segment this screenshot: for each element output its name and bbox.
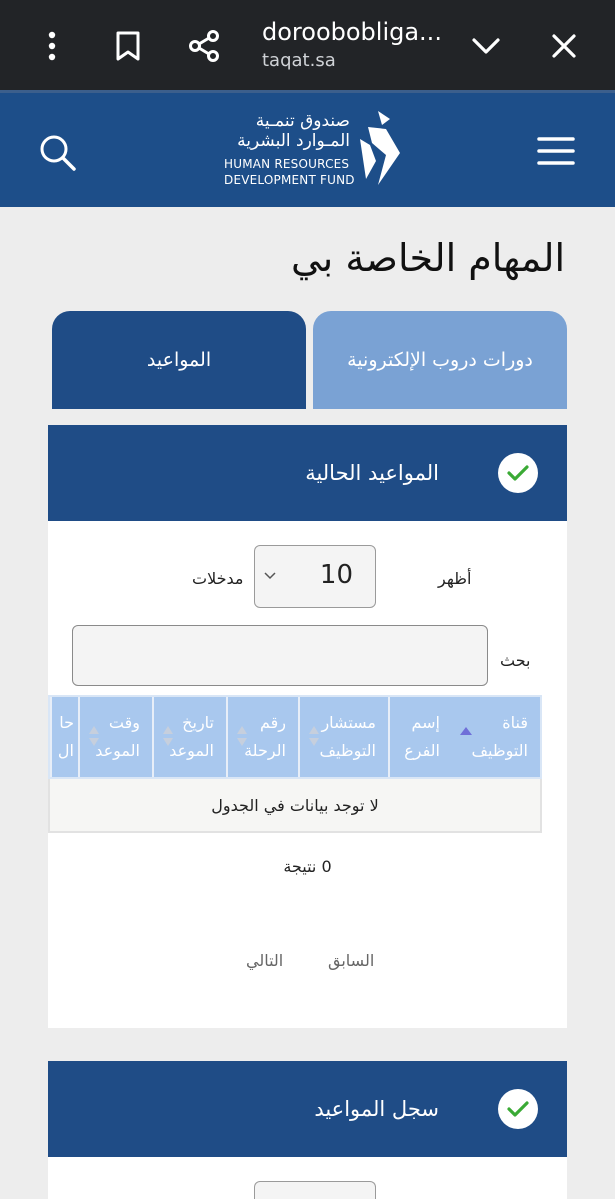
table-empty-row: لا توجد بيانات في الجدول — [48, 779, 542, 833]
panel-title: سجل المواعيد — [314, 1097, 439, 1121]
entries-value: 10 — [319, 560, 353, 590]
appointments-log-header[interactable] — [48, 1061, 567, 1157]
bookmark-icon[interactable] — [104, 22, 152, 70]
entries-per-page-select[interactable] — [254, 545, 376, 608]
entries-per-page-select[interactable] — [254, 1181, 376, 1199]
entries-label: مدخلات — [192, 569, 244, 588]
column-header-trip-number[interactable]: رقم الرحلة — [226, 697, 298, 777]
results-count: 0 نتيجة — [283, 857, 332, 876]
current-appointments-header[interactable] — [48, 425, 567, 521]
pagination-next[interactable]: التالي — [246, 951, 284, 970]
logo-arabic-line1: صندوق تنمـية — [255, 111, 350, 131]
search-icon[interactable] — [36, 131, 80, 175]
column-header-advisor[interactable]: مستشار التوظيف — [298, 697, 388, 777]
sort-ascending-icon — [460, 725, 472, 747]
column-header-status[interactable]: حا ال — [50, 697, 78, 777]
logo-arabic-line2: المـوارد البشرية — [237, 131, 350, 151]
share-icon[interactable] — [180, 22, 228, 70]
url-bar[interactable] — [262, 18, 462, 71]
tab-droob-courses[interactable]: دورات دروب الإلكترونية — [313, 311, 567, 409]
page-tab-title: doroobobliga... — [262, 18, 442, 46]
page-title: المهام الخاصة بي — [290, 236, 565, 280]
close-icon[interactable] — [540, 22, 588, 70]
sort-icon — [162, 725, 174, 747]
table-header — [48, 695, 542, 779]
tab-appointments[interactable]: المواعيد — [52, 311, 306, 409]
column-header-appointment-time[interactable]: وقت الموعد — [78, 697, 152, 777]
appointments-log-body — [48, 1157, 567, 1199]
logo-english-line1: HUMAN RESOURCES — [224, 157, 350, 171]
hrdf-logo[interactable] — [222, 107, 402, 193]
logo-mark-icon — [356, 109, 402, 187]
browser-toolbar — [0, 0, 615, 90]
sort-icon — [308, 725, 320, 747]
site-header — [0, 90, 615, 207]
current-appointments-body — [48, 521, 567, 1028]
search-label: بحث — [500, 651, 531, 670]
search-input[interactable] — [72, 625, 488, 686]
check-icon — [498, 1089, 538, 1129]
logo-english-line2: DEVELOPMENT FUND — [224, 173, 355, 187]
panel-title: المواعيد الحالية — [305, 461, 439, 485]
column-header-channel[interactable]: قناة التوظيف — [452, 697, 540, 777]
show-label: أظهر — [438, 569, 472, 588]
column-header-branch[interactable]: إسم الفرع — [388, 697, 452, 777]
column-header-appointment-date[interactable]: تاريخ الموعد — [152, 697, 226, 777]
sort-icon — [88, 725, 100, 747]
page-domain: taqat.sa — [262, 50, 336, 71]
check-icon — [498, 453, 538, 493]
pagination-previous[interactable]: السابق — [328, 951, 375, 970]
more-options-icon[interactable] — [28, 22, 76, 70]
hamburger-menu-icon[interactable] — [536, 133, 576, 169]
sort-icon — [236, 725, 248, 747]
chevron-down-icon — [263, 568, 277, 582]
chevron-down-icon[interactable] — [462, 22, 510, 70]
